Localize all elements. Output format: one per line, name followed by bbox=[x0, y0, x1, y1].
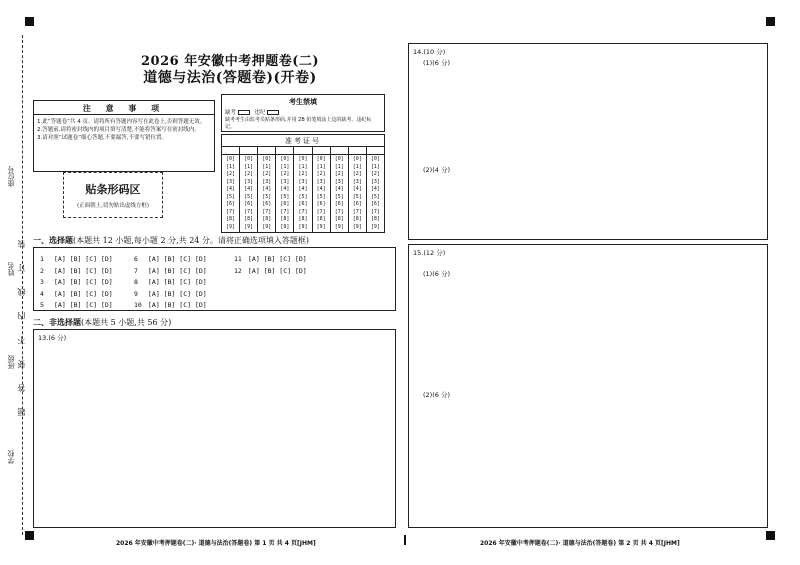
absent-mark-box[interactable] bbox=[238, 110, 250, 115]
choice-answer-box bbox=[33, 247, 396, 311]
exam-title: 2026 年安徽中考押题卷(二) bbox=[140, 54, 319, 69]
ticket-bubble[interactable]: [1] bbox=[298, 163, 308, 170]
ticket-bubble[interactable]: [4] bbox=[352, 186, 362, 192]
ticket-bubble[interactable]: [6] bbox=[370, 201, 380, 207]
ticket-bubble[interactable]: [1] bbox=[262, 163, 272, 170]
notice-item: 3.请对照“试题卷”细心答题,不要漏答,不要写错位置。 bbox=[37, 135, 167, 141]
ticket-write-cell[interactable] bbox=[313, 147, 331, 154]
registration-mark-top-left bbox=[25, 17, 34, 26]
ticket-bubble[interactable]: [3] bbox=[352, 178, 362, 185]
candidate-warning-box bbox=[221, 94, 385, 132]
ticket-bubble[interactable]: [0] bbox=[370, 156, 380, 162]
ticket-bubble[interactable]: [2] bbox=[298, 171, 308, 177]
ticket-bubble[interactable]: [7] bbox=[244, 208, 254, 215]
ticket-bubble[interactable]: [6] bbox=[316, 201, 326, 207]
footer-page1: 2026 年安徽中考押题卷(二)· 道德与法治(答题卷) 第 1 页 共 4 页[JHM] bbox=[116, 540, 316, 547]
ticket-bubble[interactable]: [1] bbox=[316, 163, 326, 170]
ticket-column bbox=[313, 155, 331, 232]
choice-row[interactable] bbox=[134, 277, 207, 289]
choice-options[interactable]: [A] [B] [C] [D] bbox=[54, 255, 113, 263]
ticket-bubble[interactable]: [7] bbox=[334, 208, 344, 215]
notice-item: 1.此“答题卷”共 4 页。请将所有答题内容写在此卷上,否则答题无效。 bbox=[37, 119, 206, 125]
choice-number: 5 bbox=[40, 301, 44, 309]
seal-char: 装 bbox=[17, 240, 26, 248]
ticket-write-cell[interactable] bbox=[331, 147, 349, 154]
choice-options[interactable]: [A] [B] [C] [D] bbox=[148, 255, 207, 263]
ticket-bubble[interactable]: [3] bbox=[262, 178, 272, 185]
choice-row[interactable] bbox=[234, 254, 307, 266]
ticket-bubble[interactable]: [9] bbox=[298, 223, 308, 230]
ticket-bubble[interactable]: [1] bbox=[352, 163, 362, 170]
ticket-bubble[interactable]: [6] bbox=[226, 201, 236, 207]
ticket-bubble[interactable]: [5] bbox=[280, 193, 290, 200]
choice-number: 6 bbox=[134, 255, 138, 263]
ticket-bubble[interactable]: [8] bbox=[316, 216, 326, 222]
q15-answer-box[interactable] bbox=[408, 244, 768, 528]
choice-number: 4 bbox=[40, 289, 44, 298]
violation-label: 违纪 bbox=[254, 110, 266, 116]
section2-note: (本题共 5 小题,共 56 分) bbox=[81, 318, 172, 327]
choice-number: 7 bbox=[134, 266, 138, 275]
ticket-column bbox=[276, 155, 294, 232]
choice-options[interactable]: [A] [B] [C] [D] bbox=[54, 301, 113, 309]
choice-number: 1 bbox=[40, 255, 44, 263]
choice-row[interactable] bbox=[134, 254, 207, 266]
ticket-bubble[interactable]: [1] bbox=[226, 163, 236, 170]
q13-label: 13.(6 分) bbox=[38, 334, 67, 342]
ticket-bubble[interactable]: [5] bbox=[316, 193, 326, 200]
ticket-bubble[interactable]: [2] bbox=[352, 171, 362, 177]
seal-char: 答 bbox=[17, 384, 26, 392]
ticket-bubble[interactable]: [7] bbox=[262, 208, 272, 215]
ticket-bubble[interactable]: [9] bbox=[370, 223, 380, 230]
ticket-write-cell[interactable] bbox=[276, 147, 294, 154]
ticket-bubble[interactable]: [5] bbox=[244, 193, 254, 200]
ticket-write-cell[interactable] bbox=[240, 147, 258, 154]
ticket-bubble[interactable]: [0] bbox=[334, 156, 344, 162]
ticket-write-cell[interactable] bbox=[294, 147, 312, 154]
ticket-bubble[interactable]: [8] bbox=[334, 216, 344, 222]
ticket-bubble[interactable]: [2] bbox=[226, 171, 236, 177]
choice-options[interactable]: [A] [B] [C] [D] bbox=[54, 289, 113, 298]
class-label: 班级 bbox=[7, 355, 15, 369]
ticket-bubble[interactable]: [9] bbox=[316, 223, 326, 230]
ticket-bubble[interactable]: [6] bbox=[334, 201, 344, 207]
q15-label: 15.(12 分) bbox=[413, 249, 446, 257]
ticket-bubble[interactable]: [1] bbox=[280, 163, 290, 170]
choice-row[interactable] bbox=[40, 289, 113, 301]
seat-number-label: 座位号 bbox=[7, 166, 15, 187]
warning-text: 缺考考生由监考员贴条形码,并用 2B 铅笔填涂上边的缺考、违纪标记。 bbox=[225, 117, 372, 130]
ticket-bubble[interactable]: [2] bbox=[334, 171, 344, 177]
registration-mark-top-right bbox=[766, 17, 775, 26]
ticket-bubble[interactable]: [2] bbox=[370, 171, 380, 177]
ticket-bubble[interactable]: [7] bbox=[280, 208, 290, 215]
seal-char: 订 bbox=[17, 264, 26, 272]
seal-char: 内 bbox=[17, 312, 26, 320]
q15-part2-label: (2)(6 分) bbox=[423, 391, 450, 399]
ticket-bubble[interactable]: [3] bbox=[370, 178, 380, 185]
exam-subtitle: 道德与法治(答题卷)(开卷) bbox=[143, 70, 317, 86]
choice-options[interactable]: [A] [B] [C] [D] bbox=[54, 266, 113, 275]
choice-options[interactable]: [A] [B] [C] [D] bbox=[148, 289, 207, 298]
q14-answer-box[interactable] bbox=[408, 43, 768, 240]
choice-row[interactable] bbox=[40, 300, 113, 312]
ticket-bubble[interactable]: [5] bbox=[262, 193, 272, 200]
choice-options[interactable]: [A] [B] [C] [D] bbox=[148, 278, 207, 286]
ticket-column bbox=[240, 155, 258, 232]
choice-options[interactable]: [A] [B] [C] [D] bbox=[54, 278, 113, 286]
ticket-column bbox=[258, 155, 276, 232]
choice-number: 8 bbox=[134, 278, 138, 286]
ticket-bubble[interactable]: [7] bbox=[298, 208, 308, 215]
ticket-bubble[interactable]: [3] bbox=[316, 178, 326, 185]
ticket-bubble[interactable]: [9] bbox=[352, 223, 362, 230]
ticket-bubble[interactable]: [1] bbox=[334, 163, 344, 170]
choice-row[interactable] bbox=[40, 277, 113, 289]
registration-mark-bottom-right bbox=[766, 531, 775, 540]
ticket-heading: 准考证号 bbox=[222, 135, 384, 147]
ticket-bubble[interactable]: [5] bbox=[370, 193, 380, 200]
ticket-bubble[interactable]: [8] bbox=[352, 216, 362, 222]
ticket-bubble[interactable]: [8] bbox=[226, 216, 236, 222]
ticket-bubble[interactable]: [3] bbox=[244, 178, 254, 185]
ticket-bubble[interactable]: [9] bbox=[262, 223, 272, 230]
ticket-column bbox=[349, 155, 367, 232]
notice-box bbox=[33, 100, 215, 172]
choice-options[interactable]: [A] [B] [C] [D] bbox=[248, 255, 307, 263]
seal-char: 线 bbox=[17, 288, 26, 296]
ticket-bubble[interactable]: [0] bbox=[298, 156, 308, 162]
ticket-bubble[interactable]: [9] bbox=[280, 223, 290, 230]
absent-label: 缺考 bbox=[225, 110, 237, 116]
notice-heading: 注 意 事 项 bbox=[34, 101, 214, 115]
school-label: 学校 bbox=[7, 450, 15, 464]
ticket-bubble[interactable]: [9] bbox=[334, 223, 344, 230]
ticket-bubble[interactable]: [0] bbox=[316, 156, 326, 162]
choice-number: 3 bbox=[40, 278, 44, 286]
choice-row[interactable] bbox=[134, 300, 207, 312]
ticket-bubble[interactable]: [3] bbox=[334, 178, 344, 185]
section2-title: 二、非选择题 bbox=[33, 317, 81, 327]
ticket-column bbox=[331, 155, 349, 232]
ticket-bubble[interactable]: [4] bbox=[334, 186, 344, 192]
choice-column bbox=[40, 254, 113, 312]
q14-part1-label: (1)(6 分) bbox=[423, 59, 450, 67]
ticket-bubble[interactable]: [6] bbox=[352, 201, 362, 207]
choice-row[interactable] bbox=[40, 254, 113, 266]
page-divider bbox=[404, 535, 406, 545]
choice-row[interactable] bbox=[40, 266, 113, 278]
notice-item: 2.答题前,请将密封线内的项目填写清楚,不能将答案写在密封线内。 bbox=[37, 127, 200, 133]
ticket-bubble[interactable]: [2] bbox=[262, 171, 272, 177]
choice-number: 10 bbox=[134, 301, 142, 309]
q15-part1-label: (1)(6 分) bbox=[423, 270, 450, 278]
ticket-bubble[interactable]: [2] bbox=[280, 171, 290, 177]
ticket-bubble[interactable]: [8] bbox=[298, 216, 308, 222]
choice-row[interactable] bbox=[134, 289, 207, 301]
ticket-bubble[interactable]: [5] bbox=[352, 193, 362, 200]
warning-heading: 考生禁填 bbox=[289, 98, 317, 106]
ticket-bubbles bbox=[222, 155, 384, 232]
ticket-column bbox=[294, 155, 312, 232]
ticket-bubble[interactable]: [6] bbox=[298, 201, 308, 207]
ticket-bubble[interactable]: [9] bbox=[244, 223, 254, 230]
barcode-subtitle: (正面朝上,切勿贴出虚线方框) bbox=[76, 203, 150, 209]
ticket-bubble[interactable]: [0] bbox=[244, 156, 254, 162]
ticket-bubble[interactable]: [7] bbox=[226, 208, 236, 215]
ticket-bubble[interactable]: [8] bbox=[244, 216, 254, 222]
ticket-bubble[interactable]: [7] bbox=[370, 208, 380, 215]
ticket-column bbox=[222, 155, 240, 232]
choice-row[interactable] bbox=[234, 266, 307, 278]
ticket-bubble[interactable]: [8] bbox=[280, 216, 290, 222]
name-label: 姓名 bbox=[7, 262, 15, 276]
ticket-write-row[interactable] bbox=[222, 147, 384, 155]
section1-title: 一、选择题 bbox=[33, 235, 73, 245]
ticket-bubble[interactable]: [4] bbox=[370, 186, 380, 192]
ticket-bubble[interactable]: [1] bbox=[370, 163, 380, 170]
barcode-title: 贴条形码区 bbox=[85, 183, 141, 196]
choice-column bbox=[234, 254, 307, 277]
ticket-bubble[interactable]: [3] bbox=[298, 178, 308, 185]
ticket-bubble[interactable]: [2] bbox=[316, 171, 326, 177]
ticket-bubble[interactable]: [8] bbox=[262, 216, 272, 222]
choice-row[interactable] bbox=[134, 266, 207, 278]
ticket-bubble[interactable]: [8] bbox=[370, 216, 380, 222]
barcode-area bbox=[63, 172, 163, 218]
q13-answer-box[interactable] bbox=[33, 329, 396, 528]
ticket-bubble[interactable]: [2] bbox=[244, 171, 254, 177]
ticket-bubble[interactable]: [6] bbox=[262, 201, 272, 207]
choice-column bbox=[134, 254, 207, 312]
ticket-bubble[interactable]: [6] bbox=[280, 201, 290, 207]
ticket-bubble[interactable]: [4] bbox=[226, 186, 236, 192]
ticket-write-cell[interactable] bbox=[367, 147, 384, 154]
binding-line bbox=[22, 35, 23, 535]
footer-page2: 2026 年安徽中考押题卷(二)· 道德与法治(答题卷) 第 2 页 共 4 页[JHM] bbox=[480, 540, 680, 547]
ticket-bubble[interactable]: [4] bbox=[280, 186, 290, 192]
ticket-write-cell[interactable] bbox=[349, 147, 367, 154]
q14-label: 14.(10 分) bbox=[413, 48, 446, 56]
ticket-bubble[interactable]: [3] bbox=[280, 178, 290, 185]
choice-options[interactable]: [A] [B] [C] [D] bbox=[248, 266, 307, 275]
section2-heading bbox=[33, 317, 171, 328]
violation-mark-box[interactable] bbox=[267, 110, 279, 115]
ticket-bubble[interactable]: [1] bbox=[244, 163, 254, 170]
ticket-bubble[interactable]: [0] bbox=[352, 156, 362, 162]
choice-options[interactable]: [A] [B] [C] [D] bbox=[148, 266, 207, 275]
choice-number: 11 bbox=[234, 255, 242, 263]
ticket-bubble[interactable]: [9] bbox=[226, 223, 236, 230]
ticket-bubble[interactable]: [5] bbox=[226, 193, 236, 200]
ticket-bubble[interactable]: [0] bbox=[262, 156, 272, 162]
seal-char: 不 bbox=[17, 336, 26, 344]
admission-number-grid bbox=[221, 134, 385, 233]
ticket-bubble[interactable]: [7] bbox=[352, 208, 362, 215]
ticket-bubble[interactable]: [3] bbox=[226, 178, 236, 185]
seal-char: 要 bbox=[17, 360, 26, 368]
ticket-bubble[interactable]: [4] bbox=[316, 186, 326, 192]
ticket-bubble[interactable]: [4] bbox=[298, 186, 308, 192]
ticket-column bbox=[367, 155, 384, 232]
q14-part2-label: (2)(4 分) bbox=[423, 166, 450, 174]
ticket-bubble[interactable]: [4] bbox=[244, 186, 254, 192]
ticket-bubble[interactable]: [0] bbox=[280, 156, 290, 162]
ticket-bubble[interactable]: [0] bbox=[226, 156, 236, 162]
registration-mark-bottom-left bbox=[25, 531, 34, 540]
ticket-bubble[interactable]: [7] bbox=[316, 208, 326, 215]
section1-note: (本题共 12 小题,每小题 2 分,共 24 分。请将正确选项填入答题框) bbox=[73, 236, 310, 245]
ticket-bubble[interactable]: [6] bbox=[244, 201, 254, 207]
ticket-bubble[interactable]: [5] bbox=[334, 193, 344, 200]
seal-char: 题 bbox=[17, 408, 26, 416]
section1-heading bbox=[33, 235, 309, 246]
ticket-bubble[interactable]: [4] bbox=[262, 186, 272, 192]
choice-options[interactable]: [A] [B] [C] [D] bbox=[148, 301, 207, 309]
ticket-write-cell[interactable] bbox=[222, 147, 240, 154]
choice-number: 12 bbox=[234, 266, 242, 275]
ticket-write-cell[interactable] bbox=[258, 147, 276, 154]
ticket-bubble[interactable]: [5] bbox=[298, 193, 308, 200]
choice-number: 9 bbox=[134, 289, 138, 298]
choice-number: 2 bbox=[40, 266, 44, 275]
